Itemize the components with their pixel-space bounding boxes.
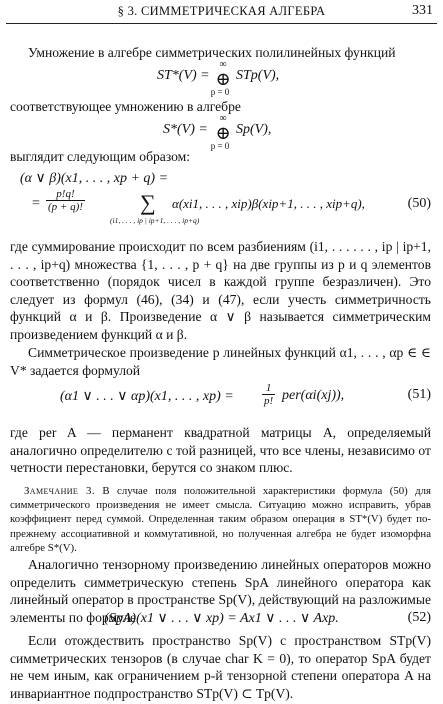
eq-st-sup: ∞ bbox=[219, 59, 227, 70]
equation-51 bbox=[0, 382, 443, 412]
direct-sum-symbol: ⊕ bbox=[215, 123, 231, 143]
direct-sum-symbol: ⊕ bbox=[215, 69, 231, 89]
paragraph-7: Аналогично тензорному произведению линейных операторов можно определить симметрическую степень SpA линейного оператора как линейный оператор в пространстве Sp(V), действующий на разложимые элементы по формуле bbox=[10, 557, 431, 625]
paragraph-8: Если отождествить пространство Sp(V) с пространством STp(V) симметрических тензоров (в случае char K = 0), то оператор SpA будет не чем иным, как ограничением p-й тензорной степени оператора A на инвариантное подпространство STp(V) ⊂ Tp(V). bbox=[10, 633, 431, 701]
eq-st-lhs: ST*(V) = bbox=[157, 68, 210, 83]
eq-s-sub: p = 0 bbox=[210, 141, 230, 151]
eq-s-sup: ∞ bbox=[219, 113, 227, 124]
equation-50: (α ∨ β)(x1, . . . , xp + q) = = $\frac{p!q!}{(p + q)!}$ ∑ (i1, . . . , ip | ip+1, . . . , ip+q) α(xi1, . . . , xip)β(xip+1, . . . , xip+q), bbox=[20, 171, 365, 225]
equation-number-50: (50) bbox=[407, 196, 431, 211]
paragraph-3: выглядит следующим образом: bbox=[10, 149, 191, 164]
eq50-frac-num: p!q! bbox=[46, 188, 85, 201]
paragraph-4: где суммирование происходит по всем разбиениям (i1, . . . . . . , ip | ip+1, . . . , ip+q) множества {1, . . . , p + q} на две группы из p и q элементов соответственно (порядок чисел в каждой группе безразличен). Это следует из формул (46), (34) и (47), если учесть симметричность функций α и β. Произведение α ∨ β называется симметрическим произведением функций α и β. bbox=[10, 239, 431, 342]
remark-text: В случае поля положительной характеристики формула (50) для симметрического произведения не имеет смысла. Ситуацию можно исправить, убрав коэффициент перед суммой. Определенная таким образом операция в ST*(V) будет по-прежнему ассоциативной и коммутативной, но полученная алгебра не будет изоморфна алгебре S*(V). bbox=[10, 485, 432, 554]
eq52-text: (SpA)(x1 ∨ . . . ∨ xp) = Ax1 ∨ . . . ∨ Axp. bbox=[104, 611, 339, 626]
eq51-frac-num: 1 bbox=[262, 382, 275, 395]
eq-s-rhs: Sp(V), bbox=[236, 122, 272, 137]
eq51-frac-den: p! bbox=[264, 395, 274, 407]
header-rule bbox=[6, 23, 437, 24]
eq50-body: α(xi1, . . . , xip)β(xip+1, . . . , xip+q), bbox=[172, 196, 365, 211]
paragraph-6: где per A — перманент квадратной матрицы A, определяемый аналогично определителю с той разницей, что все члены, независимо от четности перестановки, берутся со знаком плюс. bbox=[10, 425, 431, 476]
paragraph-1: Умножение в алгебре симметрических полилинейных функций bbox=[28, 45, 396, 60]
equation-number-51: (51) bbox=[407, 387, 431, 402]
equation-52 bbox=[0, 610, 443, 632]
running-header: § 3. СИММЕТРИЧЕСКАЯ АЛГЕБРА bbox=[117, 4, 326, 18]
eq51-lhs: (α1 ∨ . . . ∨ αp)(x1, . . . , xp) = bbox=[60, 389, 234, 404]
eq50-line1: (α ∨ β)(x1, . . . , xp + q) = bbox=[20, 171, 169, 186]
eq-s-lhs: S*(V) = bbox=[163, 122, 208, 137]
eq-st-rhs: STp(V), bbox=[236, 68, 280, 83]
remark-3 bbox=[10, 484, 431, 555]
paragraph-5: Симметрическое произведение p линейных функций α1, . . . , αp ∈ ∈ V* задается формулой bbox=[10, 345, 431, 378]
eq-st-sub: p = 0 bbox=[210, 87, 230, 97]
paragraph-2: соответствующее умножению в алгебре bbox=[10, 99, 241, 114]
eq51-rhs: per(αi(xj)), bbox=[282, 388, 345, 403]
remark-label: Замечание 3. bbox=[24, 485, 95, 497]
eq50-sum-sub: (i1, . . . , ip | ip+1, . . . , ip+q) bbox=[110, 216, 200, 225]
summation-symbol: ∑ bbox=[140, 190, 156, 215]
equation-number-52: (52) bbox=[407, 610, 431, 625]
eq50-frac-den: (p + q)! bbox=[48, 201, 83, 213]
page-number: 331 bbox=[412, 3, 433, 18]
